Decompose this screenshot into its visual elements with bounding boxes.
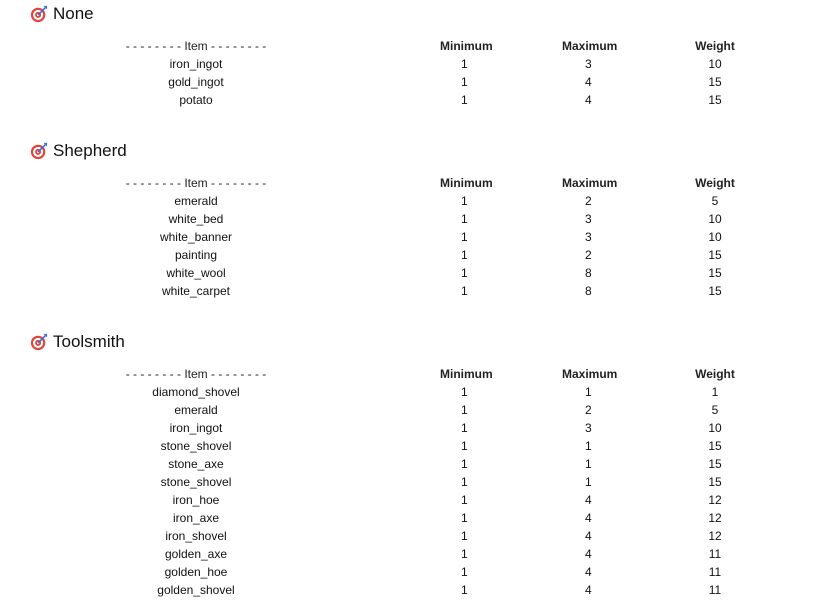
item-column-header: - - - - - - - - Item - - - - - - - -: [125, 367, 267, 381]
weight-cell: 5: [711, 403, 719, 417]
minimum-cell: 1: [461, 75, 468, 89]
table-row: [0, 401, 816, 419]
item-cell: iron_hoe: [172, 493, 220, 507]
item-cell: iron_axe: [172, 511, 220, 525]
section-title: None: [53, 4, 94, 23]
minimum-column-header: Minimum: [440, 176, 493, 190]
weight-cell: 12: [708, 529, 722, 543]
item-cell: iron_ingot: [169, 421, 223, 435]
maximum-cell: 4: [585, 529, 592, 543]
target-icon: [30, 5, 48, 23]
loot-table: [0, 37, 816, 109]
minimum-cell: 1: [461, 93, 468, 107]
minimum-cell: 1: [461, 439, 468, 453]
weight-cell: 5: [711, 194, 719, 208]
maximum-cell: 3: [585, 212, 592, 226]
minimum-cell: 1: [461, 457, 468, 471]
weight-cell: 12: [708, 493, 722, 507]
item-cell: stone_shovel: [160, 475, 232, 489]
minimum-cell: 1: [461, 212, 468, 226]
item-cell: white_bed: [168, 212, 224, 226]
table-row: [0, 545, 816, 563]
table-row: [0, 491, 816, 509]
maximum-cell: 1: [585, 385, 592, 399]
minimum-cell: 1: [461, 565, 468, 579]
minimum-cell: 1: [461, 493, 468, 507]
weight-cell: 1: [711, 385, 719, 399]
item-cell: gold_ingot: [168, 75, 224, 89]
maximum-cell: 4: [585, 565, 592, 579]
table-row: [0, 509, 816, 527]
maximum-cell: 4: [585, 547, 592, 561]
item-cell: painting: [174, 248, 218, 262]
weight-column-header: Weight: [695, 39, 735, 53]
minimum-cell: 1: [461, 529, 468, 543]
weight-cell: 15: [708, 457, 722, 471]
weight-cell: 15: [708, 93, 722, 107]
minimum-cell: 1: [461, 266, 468, 280]
section-heading: [30, 2, 94, 26]
weight-cell: 15: [708, 475, 722, 489]
weight-column-header: Weight: [695, 367, 735, 381]
target-icon: [30, 142, 48, 160]
item-column-header: - - - - - - - - Item - - - - - - - -: [125, 39, 267, 53]
item-cell: golden_axe: [164, 547, 228, 561]
maximum-column-header: Maximum: [562, 367, 618, 381]
table-row: [0, 192, 816, 210]
minimum-cell: 1: [461, 284, 468, 298]
weight-cell: 15: [708, 439, 722, 453]
minimum-cell: 1: [461, 421, 468, 435]
table-row: [0, 437, 816, 455]
weight-cell: 11: [708, 583, 722, 597]
table-row: [0, 264, 816, 282]
table-row: [0, 228, 816, 246]
table-row: [0, 473, 816, 491]
loot-table: [0, 365, 816, 599]
section-heading: [30, 330, 125, 354]
maximum-cell: 4: [585, 511, 592, 525]
item-cell: white_banner: [159, 230, 233, 244]
weight-cell: 12: [708, 511, 722, 525]
maximum-column-header: Maximum: [562, 39, 618, 53]
minimum-cell: 1: [461, 511, 468, 525]
maximum-cell: 3: [585, 230, 592, 244]
minimum-cell: 1: [461, 57, 468, 71]
table-row: [0, 419, 816, 437]
maximum-cell: 2: [585, 194, 592, 208]
loot-table: [0, 174, 816, 300]
weight-cell: 10: [708, 230, 722, 244]
section-title: Toolsmith: [53, 332, 125, 351]
item-cell: white_carpet: [161, 284, 231, 298]
item-cell: white_wool: [166, 266, 226, 280]
weight-cell: 11: [708, 547, 722, 561]
maximum-cell: 1: [585, 475, 592, 489]
minimum-cell: 1: [461, 230, 468, 244]
maximum-column-header: Maximum: [562, 176, 618, 190]
section-heading: [30, 139, 127, 163]
table-row: [0, 455, 816, 473]
table-row: [0, 383, 816, 401]
table-header-row: [0, 174, 816, 192]
table-row: [0, 581, 816, 599]
section-title: Shepherd: [53, 141, 127, 160]
maximum-cell: 1: [585, 439, 592, 453]
minimum-cell: 1: [461, 403, 468, 417]
maximum-cell: 4: [585, 93, 592, 107]
item-cell: emerald: [174, 194, 218, 208]
weight-column-header: Weight: [695, 176, 735, 190]
minimum-column-header: Minimum: [440, 39, 493, 53]
item-cell: iron_shovel: [165, 529, 227, 543]
maximum-cell: 8: [585, 266, 592, 280]
weight-cell: 15: [708, 248, 722, 262]
minimum-cell: 1: [461, 385, 468, 399]
table-header-row: [0, 37, 816, 55]
table-row: [0, 563, 816, 581]
table-row: [0, 55, 816, 73]
minimum-cell: 1: [461, 547, 468, 561]
item-cell: golden_shovel: [157, 583, 235, 597]
item-cell: emerald: [174, 403, 218, 417]
maximum-cell: 1: [585, 457, 592, 471]
item-cell: golden_hoe: [164, 565, 228, 579]
table-row: [0, 282, 816, 300]
minimum-cell: 1: [461, 583, 468, 597]
item-cell: potato: [179, 93, 213, 107]
weight-cell: 15: [708, 284, 722, 298]
item-column-header: - - - - - - - - Item - - - - - - - -: [125, 176, 267, 190]
maximum-cell: 4: [585, 583, 592, 597]
item-cell: stone_axe: [168, 457, 224, 471]
item-cell: stone_shovel: [160, 439, 232, 453]
minimum-cell: 1: [461, 194, 468, 208]
table-row: [0, 91, 816, 109]
item-cell: diamond_shovel: [152, 385, 240, 399]
maximum-cell: 4: [585, 493, 592, 507]
table-row: [0, 246, 816, 264]
table-row: [0, 210, 816, 228]
weight-cell: 11: [708, 565, 722, 579]
maximum-cell: 3: [585, 421, 592, 435]
minimum-cell: 1: [461, 248, 468, 262]
item-cell: iron_ingot: [169, 57, 223, 71]
maximum-cell: 2: [585, 403, 592, 417]
maximum-cell: 2: [585, 248, 592, 262]
maximum-cell: 3: [585, 57, 592, 71]
maximum-cell: 4: [585, 75, 592, 89]
target-icon: [30, 333, 48, 351]
minimum-column-header: Minimum: [440, 367, 493, 381]
table-header-row: [0, 365, 816, 383]
weight-cell: 10: [708, 212, 722, 226]
table-row: [0, 73, 816, 91]
minimum-cell: 1: [461, 475, 468, 489]
maximum-cell: 8: [585, 284, 592, 298]
weight-cell: 15: [708, 266, 722, 280]
table-row: [0, 527, 816, 545]
weight-cell: 10: [708, 421, 722, 435]
weight-cell: 15: [708, 75, 722, 89]
weight-cell: 10: [708, 57, 722, 71]
